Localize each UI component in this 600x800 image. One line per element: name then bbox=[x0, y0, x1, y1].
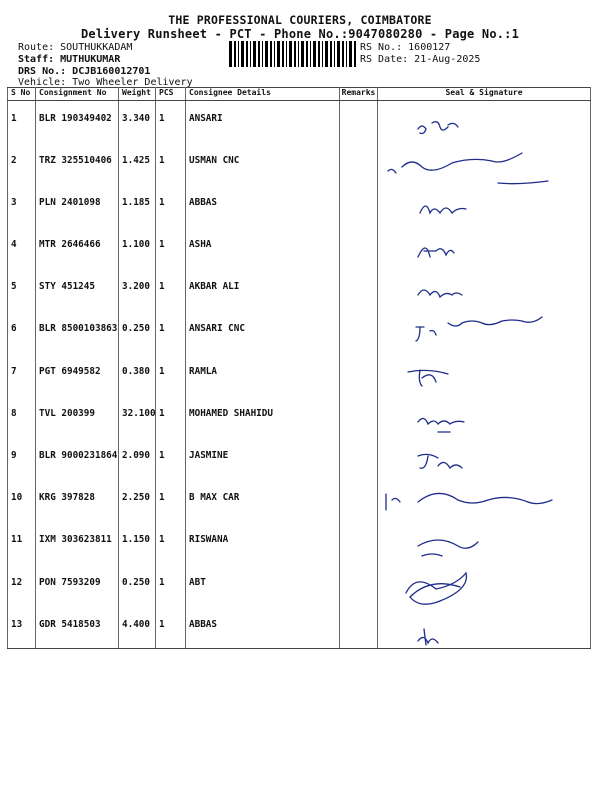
barcode-bar bbox=[253, 41, 256, 67]
signature-cell bbox=[378, 565, 591, 607]
cell-consignee: RISWANA bbox=[186, 522, 340, 564]
table-row bbox=[8, 565, 591, 607]
cell-weight: 2.250 bbox=[119, 480, 156, 522]
cell-consignment-no: MTR 2646466 bbox=[36, 227, 119, 269]
cell-consignee: ABBAS bbox=[186, 607, 340, 649]
cell-consignee: USMAN CNC bbox=[186, 143, 340, 185]
cell-sno: 9 bbox=[8, 438, 36, 480]
cell-pcs: 1 bbox=[156, 101, 186, 143]
header-sno: S No bbox=[8, 88, 36, 101]
barcode-bar bbox=[325, 41, 328, 67]
cell-remarks bbox=[340, 438, 378, 480]
barcode-bar bbox=[229, 41, 232, 67]
signature-cell bbox=[378, 269, 591, 311]
cell-sno: 13 bbox=[8, 607, 36, 649]
barcode-bar bbox=[330, 41, 332, 67]
route-field: Route: SOUTHUKKADAM bbox=[18, 42, 133, 53]
cell-pcs: 1 bbox=[156, 269, 186, 311]
barcode-bar bbox=[270, 41, 272, 67]
cell-weight: 1.185 bbox=[119, 185, 156, 227]
cell-consignment-no: STY 451245 bbox=[36, 269, 119, 311]
cell-consignee: ASHA bbox=[186, 227, 340, 269]
cell-remarks bbox=[340, 565, 378, 607]
cell-consignee: B MAX CAR bbox=[186, 480, 340, 522]
cell-weight: 0.380 bbox=[119, 354, 156, 396]
handwritten-signature bbox=[378, 227, 591, 269]
cell-pcs: 1 bbox=[156, 227, 186, 269]
signature-cell bbox=[378, 396, 591, 438]
cell-remarks bbox=[340, 143, 378, 185]
cell-pcs: 1 bbox=[156, 143, 186, 185]
barcode-bar bbox=[349, 41, 352, 67]
cell-sno: 7 bbox=[8, 354, 36, 396]
signature-cell bbox=[378, 522, 591, 564]
barcode-bar bbox=[354, 41, 356, 67]
barcode-bar bbox=[301, 41, 304, 67]
cell-weight: 1.425 bbox=[119, 143, 156, 185]
cell-consignment-no: PLN 2401098 bbox=[36, 185, 119, 227]
barcode-bar bbox=[342, 41, 344, 67]
cell-pcs: 1 bbox=[156, 311, 186, 353]
barcode-bar bbox=[313, 41, 316, 67]
cell-sno: 10 bbox=[8, 480, 36, 522]
barcode-bar bbox=[277, 41, 280, 67]
cell-pcs: 1 bbox=[156, 607, 186, 649]
header-consignment: Consignment No bbox=[36, 88, 119, 101]
cell-consignee: MOHAMED SHAHIDU bbox=[186, 396, 340, 438]
cell-consignee: ANSARI CNC bbox=[186, 311, 340, 353]
cell-consignee: RAMLA bbox=[186, 354, 340, 396]
table-row bbox=[8, 354, 591, 396]
barcode bbox=[229, 41, 356, 67]
handwritten-signature bbox=[378, 269, 591, 311]
cell-remarks bbox=[340, 101, 378, 143]
barcode-bar bbox=[234, 41, 236, 67]
cell-consignment-no: IXM 303623811 bbox=[36, 522, 119, 564]
cell-remarks bbox=[340, 354, 378, 396]
barcode-bar bbox=[322, 41, 323, 67]
staff-field: Staff: MUTHUKUMAR bbox=[18, 54, 121, 65]
cell-consignment-no: GDR 5418503 bbox=[36, 607, 119, 649]
handwritten-signature bbox=[378, 565, 591, 607]
signature-cell bbox=[378, 438, 591, 480]
runsheet-table bbox=[7, 87, 591, 649]
handwritten-signature bbox=[378, 396, 591, 438]
barcode-bar bbox=[318, 41, 320, 67]
header-signature: Seal & Signature bbox=[378, 88, 591, 101]
cell-remarks bbox=[340, 269, 378, 311]
cell-weight: 2.090 bbox=[119, 438, 156, 480]
barcode-bar bbox=[337, 41, 340, 67]
cell-weight: 32.100 bbox=[119, 396, 156, 438]
cell-weight: 0.250 bbox=[119, 565, 156, 607]
cell-consignment-no: BLR 8500103863 bbox=[36, 311, 119, 353]
cell-consignment-no: TVL 200399 bbox=[36, 396, 119, 438]
handwritten-signature bbox=[378, 522, 591, 564]
cell-sno: 2 bbox=[8, 143, 36, 185]
barcode-bar bbox=[334, 41, 335, 67]
cell-remarks bbox=[340, 185, 378, 227]
cell-pcs: 1 bbox=[156, 522, 186, 564]
cell-remarks bbox=[340, 396, 378, 438]
cell-sno: 6 bbox=[8, 311, 36, 353]
handwritten-signature bbox=[378, 101, 591, 143]
barcode-bar bbox=[238, 41, 239, 67]
table-row bbox=[8, 480, 591, 522]
header-consignee: Consignee Details bbox=[186, 88, 340, 101]
barcode-bar bbox=[306, 41, 308, 67]
cell-remarks bbox=[340, 227, 378, 269]
cell-pcs: 1 bbox=[156, 185, 186, 227]
signature-cell bbox=[378, 143, 591, 185]
barcode-bar bbox=[294, 41, 296, 67]
barcode-bar bbox=[298, 41, 299, 67]
handwritten-signature bbox=[378, 607, 591, 649]
signature-cell bbox=[378, 185, 591, 227]
cell-weight: 1.150 bbox=[119, 522, 156, 564]
cell-consignee: ABBAS bbox=[186, 185, 340, 227]
table-row bbox=[8, 396, 591, 438]
cell-sno: 3 bbox=[8, 185, 36, 227]
rs-date-field: RS Date: 21-Aug-2025 bbox=[360, 54, 481, 65]
cell-consignment-no: BLR 190349402 bbox=[36, 101, 119, 143]
cell-pcs: 1 bbox=[156, 438, 186, 480]
signature-cell bbox=[378, 227, 591, 269]
drs-field: DRS No.: DCJB160012701 bbox=[18, 66, 151, 77]
cell-sno: 4 bbox=[8, 227, 36, 269]
header-weight: Weight bbox=[119, 88, 156, 101]
cell-consignment-no: PON 7593209 bbox=[36, 565, 119, 607]
cell-pcs: 1 bbox=[156, 396, 186, 438]
barcode-bar bbox=[286, 41, 287, 67]
cell-weight: 3.340 bbox=[119, 101, 156, 143]
signature-cell bbox=[378, 607, 591, 649]
barcode-bar bbox=[250, 41, 251, 67]
cell-sno: 8 bbox=[8, 396, 36, 438]
cell-sno: 1 bbox=[8, 101, 36, 143]
barcode-bar bbox=[274, 41, 275, 67]
document-title: THE PROFESSIONAL COURIERS, COIMBATORE bbox=[168, 13, 432, 27]
handwritten-signature bbox=[378, 185, 591, 227]
cell-sno: 11 bbox=[8, 522, 36, 564]
barcode-bar bbox=[310, 41, 311, 67]
table-header-row bbox=[8, 88, 591, 101]
table-row bbox=[8, 269, 591, 311]
handwritten-signature bbox=[378, 438, 591, 480]
signature-cell bbox=[378, 311, 591, 353]
cell-sno: 5 bbox=[8, 269, 36, 311]
handwritten-signature bbox=[378, 143, 591, 185]
rs-no-field: RS No.: 1600127 bbox=[360, 42, 451, 53]
signature-cell bbox=[378, 354, 591, 396]
header-pcs: PCS bbox=[156, 88, 186, 101]
barcode-bar bbox=[241, 41, 244, 67]
cell-remarks bbox=[340, 522, 378, 564]
cell-weight: 4.400 bbox=[119, 607, 156, 649]
cell-pcs: 1 bbox=[156, 480, 186, 522]
barcode-bar bbox=[258, 41, 260, 67]
table-row bbox=[8, 101, 591, 143]
cell-consignee: AKBAR ALI bbox=[186, 269, 340, 311]
table-row bbox=[8, 438, 591, 480]
handwritten-signature bbox=[378, 311, 591, 353]
cell-pcs: 1 bbox=[156, 565, 186, 607]
table-row bbox=[8, 185, 591, 227]
handwritten-signature bbox=[378, 354, 591, 396]
barcode-bar bbox=[265, 41, 268, 67]
cell-consignee: JASMINE bbox=[186, 438, 340, 480]
cell-pcs: 1 bbox=[156, 354, 186, 396]
barcode-bar bbox=[262, 41, 263, 67]
cell-remarks bbox=[340, 311, 378, 353]
signature-cell bbox=[378, 480, 591, 522]
table-row bbox=[8, 607, 591, 649]
table-row bbox=[8, 143, 591, 185]
barcode-bar bbox=[346, 41, 347, 67]
cell-consignment-no: KRG 397828 bbox=[36, 480, 119, 522]
cell-sno: 12 bbox=[8, 565, 36, 607]
signature-cell bbox=[378, 101, 591, 143]
barcode-bar bbox=[282, 41, 284, 67]
cell-remarks bbox=[340, 607, 378, 649]
barcode-bar bbox=[246, 41, 248, 67]
document-subtitle: Delivery Runsheet - PCT - Phone No.:9047080280 - Page No.:1 bbox=[80, 27, 520, 41]
cell-consignee: ABT bbox=[186, 565, 340, 607]
cell-weight: 0.250 bbox=[119, 311, 156, 353]
cell-consignment-no: TRZ 325510406 bbox=[36, 143, 119, 185]
barcode-bar bbox=[289, 41, 292, 67]
table-row bbox=[8, 227, 591, 269]
table-row bbox=[8, 522, 591, 564]
cell-weight: 1.100 bbox=[119, 227, 156, 269]
cell-consignment-no: BLR 9000231864 bbox=[36, 438, 119, 480]
header-remarks: Remarks bbox=[340, 88, 378, 101]
cell-remarks bbox=[340, 480, 378, 522]
table-row bbox=[8, 311, 591, 353]
cell-consignment-no: PGT 6949582 bbox=[36, 354, 119, 396]
cell-consignee: ANSARI bbox=[186, 101, 340, 143]
vehicle-field: Vehicle: Two Wheeler Delivery bbox=[18, 77, 193, 88]
handwritten-signature bbox=[378, 480, 591, 522]
cell-weight: 3.200 bbox=[119, 269, 156, 311]
